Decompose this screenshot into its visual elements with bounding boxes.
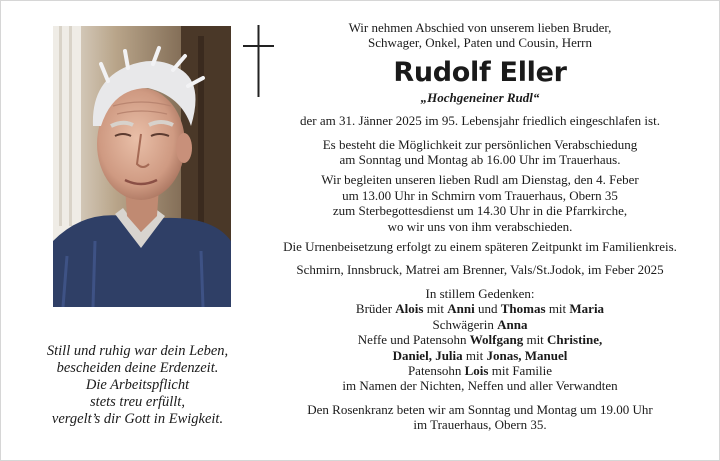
poem-line: Die Arbeitspflicht bbox=[85, 377, 190, 393]
poem-line: Still und ruhig war dein Leben, bbox=[46, 343, 229, 359]
intro-line: Schwager, Onkel, Paten und Cousin, Herrn bbox=[367, 35, 593, 51]
poem-line: stets treu erfüllt, bbox=[90, 394, 185, 410]
poem bbox=[20, 343, 255, 428]
funeral-line: wo wir uns von ihm verabschieden. bbox=[387, 218, 573, 234]
farewell-line: am Sonntag und Montag ab 16.00 Uhr im Trauerhaus. bbox=[339, 152, 621, 168]
rosary-line: Den Rosenkranz beten wir am Sonntag und Montag um 19.00 Uhr bbox=[307, 401, 653, 417]
rosary-line: im Trauerhaus, Obern 35. bbox=[413, 417, 547, 433]
places-date: Schmirn, Innsbruck, Matrei am Brenner, Vals/St.Jodok, im Feber 2025 bbox=[296, 262, 664, 278]
notice-text bbox=[255, 20, 705, 433]
poem-line: bescheiden deine Erdenzeit. bbox=[56, 360, 219, 376]
urn-burial: Die Urnenbeisetzung erfolgt zu einem späteren Zeitpunkt im Familienkreis. bbox=[283, 239, 677, 255]
portrait-photo bbox=[53, 26, 231, 307]
funeral-line: zum Sterbegottesdienst um 14.30 Uhr in die Pfarrkirche, bbox=[332, 203, 628, 219]
funeral-line: Wir begleiten unseren lieben Rudl am Dienstag, den 4. Feber bbox=[321, 172, 639, 188]
memory-title: In stillem Gedenken: bbox=[425, 285, 535, 301]
family-line: Schwägerin Anna bbox=[432, 316, 528, 332]
funeral-line: um 13.00 Uhr in Schmirn vom Trauerhaus, Obern 35 bbox=[342, 187, 618, 203]
family-line: Daniel, Julia mit Jonas, Manuel bbox=[392, 347, 568, 363]
family-line: im Namen der Nichten, Neffen und aller Verwandten bbox=[342, 378, 618, 394]
poem-line: vergelt’s dir Gott in Ewigkeit. bbox=[51, 411, 224, 427]
family-line: Patensohn Lois mit Familie bbox=[407, 362, 553, 378]
nickname: „Hochgeneiner Rudl“ bbox=[420, 89, 540, 105]
intro-line: Wir nehmen Abschied von unserem lieben Bruder, bbox=[348, 20, 612, 35]
family-line: Brüder Alois mit Anni und Thomas mit Maria bbox=[355, 301, 605, 317]
deceased-name: Rudolf Eller bbox=[393, 56, 567, 88]
family-line: Neffe und Patensohn Wolfgang mit Christine, bbox=[357, 332, 603, 348]
death-statement: der am 31. Jänner 2025 im 95. Lebensjahr friedlich eingeschlafen ist. bbox=[300, 113, 660, 129]
farewell-line: Es besteht die Möglichkeit zur persönlichen Verabschiedung bbox=[322, 136, 638, 152]
